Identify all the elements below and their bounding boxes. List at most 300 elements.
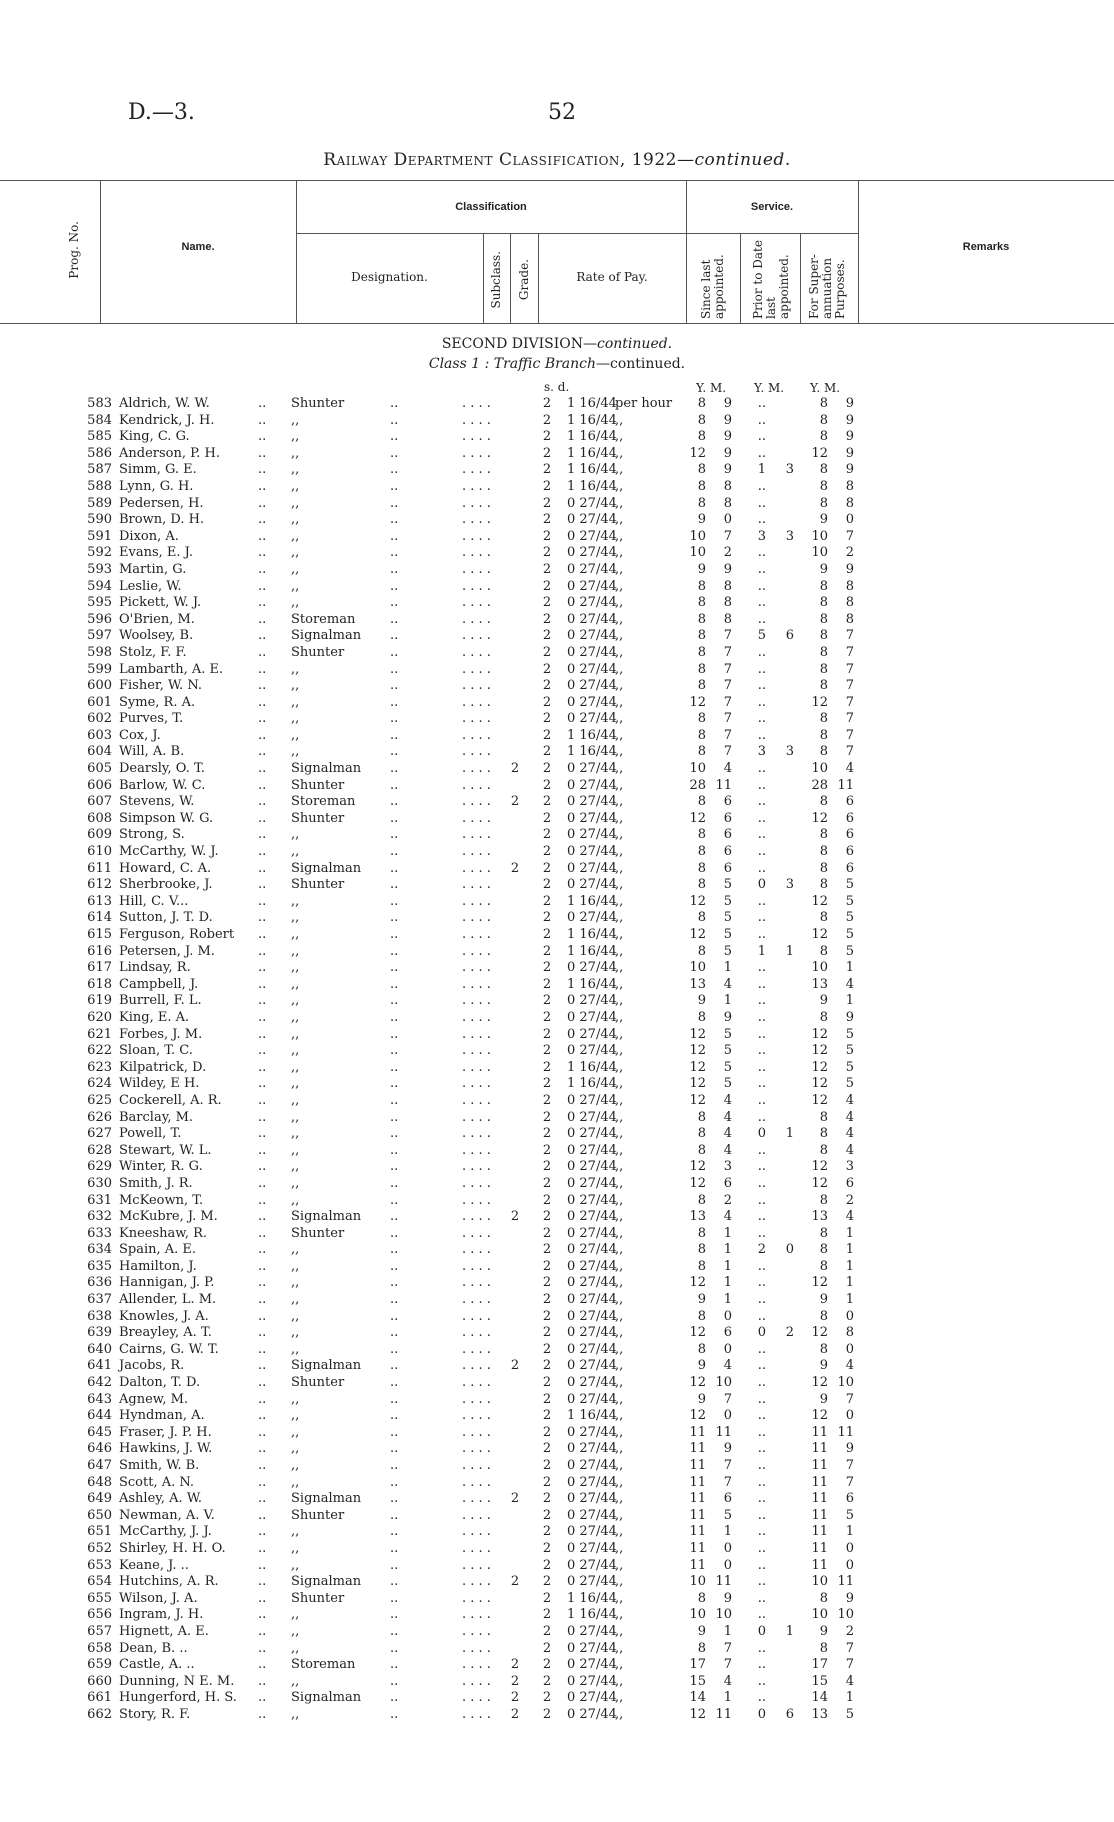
leader-dots: ..	[390, 661, 399, 677]
rate-of-pay: 0 27/44	[567, 1706, 617, 1722]
rate-period: ,,	[615, 1026, 624, 1042]
rate-of-pay: 0 27/44	[567, 1673, 617, 1689]
subclass: 2	[510, 1706, 520, 1722]
rate-of-pay: 0 27/44	[567, 910, 617, 926]
since-months: 5	[723, 910, 732, 926]
leader-dots: ..	[258, 810, 267, 826]
leader-dots: ..	[258, 893, 267, 909]
since-years: 12	[689, 1026, 706, 1042]
designation: ,,	[291, 1524, 300, 1540]
prog-no: 622	[87, 1043, 112, 1059]
since-years: 12	[689, 1043, 706, 1059]
leader-dots: ..	[390, 960, 399, 976]
employee-name: Barlow, W. C.	[119, 777, 206, 793]
since-months: 4	[723, 1142, 732, 1158]
super-months: 4	[845, 1358, 854, 1374]
leader-dots: ..	[390, 528, 399, 544]
leader-dots: ..	[258, 1524, 267, 1540]
subclass: 2	[510, 1690, 520, 1706]
prog-no: 605	[87, 761, 112, 777]
leader-dots: ..	[390, 1491, 399, 1507]
leader-dots: ..	[258, 1507, 267, 1523]
super-years: 9	[819, 1292, 828, 1308]
super-years: 12	[811, 1092, 828, 1108]
since-years: 12	[689, 1325, 706, 1341]
since-years: 11	[689, 1474, 706, 1490]
leader-dots: . . . .	[462, 1375, 491, 1391]
designation: ,,	[291, 1540, 300, 1556]
super-months: 1	[845, 1242, 854, 1258]
super-years: 8	[819, 644, 828, 660]
classification-table-body	[0, 396, 1114, 1724]
rate-of-pay: 0 27/44	[567, 644, 617, 660]
table-row	[0, 1325, 1114, 1342]
leader-dots: ..	[390, 1159, 399, 1175]
super-years: 8	[819, 1126, 828, 1142]
grade: 2	[542, 744, 552, 760]
prog-no: 602	[87, 711, 112, 727]
prior-header: Prior to Date last appointed.	[751, 240, 791, 319]
super-years: 11	[811, 1557, 828, 1573]
leader-dots: . . . .	[462, 1076, 491, 1092]
prior-years: 0	[757, 1706, 766, 1722]
rate-of-pay: 0 27/44	[567, 1540, 617, 1556]
super-years: 8	[819, 1341, 828, 1357]
rate-period: ,,	[615, 512, 624, 528]
rate-of-pay: 0 27/44	[567, 495, 617, 511]
leader-dots: ..	[258, 429, 267, 445]
super-months: 7	[845, 1391, 854, 1407]
since-months: 1	[723, 1275, 732, 1291]
rate-of-pay: 0 27/44	[567, 1225, 617, 1241]
leader-dots: ..	[390, 1540, 399, 1556]
designation: ,,	[291, 661, 300, 677]
super-years: 8	[819, 943, 828, 959]
grade: 2	[542, 1126, 552, 1142]
designation: Shunter	[291, 1375, 345, 1391]
prior-years: ..	[757, 777, 766, 793]
super-months: 7	[845, 678, 854, 694]
leader-dots: . . . .	[462, 1623, 491, 1639]
super-months: 0	[845, 1341, 854, 1357]
since-months: 6	[723, 1491, 732, 1507]
prior-years: ..	[757, 644, 766, 660]
prior-years: 3	[757, 528, 766, 544]
table-row	[0, 1425, 1114, 1442]
table-row	[0, 728, 1114, 745]
designation: ,,	[291, 1706, 300, 1722]
rate-period: ,,	[615, 744, 624, 760]
since-years: 8	[697, 429, 706, 445]
prior-years: ..	[757, 1375, 766, 1391]
grade: 2	[542, 694, 552, 710]
leader-dots: . . . .	[462, 1292, 491, 1308]
prior-years: ..	[757, 1175, 766, 1191]
super-months: 7	[845, 661, 854, 677]
employee-name: Hignett, A. E.	[119, 1623, 209, 1639]
super-years: 12	[811, 1175, 828, 1191]
super-months: 5	[845, 1059, 854, 1075]
super-years: 12	[811, 1375, 828, 1391]
super-months: 6	[845, 810, 854, 826]
table-row	[0, 1491, 1114, 1508]
since-months: 5	[723, 877, 732, 893]
grade: 2	[542, 1209, 552, 1225]
since-months: 5	[723, 943, 732, 959]
leader-dots: ..	[258, 396, 267, 411]
since-years: 8	[697, 412, 706, 428]
rate-of-pay: 1 16/44	[567, 727, 617, 743]
division-cont: continued.	[597, 336, 673, 352]
rate-period: ,,	[615, 578, 624, 594]
prog-no: 662	[87, 1706, 112, 1722]
super-years: 8	[819, 578, 828, 594]
rate-of-pay: 0 27/44	[567, 1375, 617, 1391]
since-years: 12	[689, 1092, 706, 1108]
designation: ,,	[291, 993, 300, 1009]
since-years: 9	[697, 1358, 706, 1374]
leader-dots: ..	[258, 1159, 267, 1175]
leader-dots: ..	[258, 628, 267, 644]
designation: ,,	[291, 412, 300, 428]
since-months: 0	[723, 1408, 732, 1424]
rate-of-pay: 0 27/44	[567, 1391, 617, 1407]
leader-dots: . . . .	[462, 1192, 491, 1208]
leader-dots: ..	[258, 694, 267, 710]
prog-no: 644	[87, 1408, 112, 1424]
designation: ,,	[291, 1640, 300, 1656]
designation: Shunter	[291, 810, 345, 826]
leader-dots: ..	[258, 661, 267, 677]
prior-years: ..	[757, 860, 766, 876]
prior-years: 0	[757, 877, 766, 893]
leader-dots: ..	[390, 993, 399, 1009]
leader-dots: ..	[258, 1242, 267, 1258]
since-months: 4	[723, 1092, 732, 1108]
table-row	[0, 1093, 1114, 1110]
leader-dots: ..	[390, 1574, 399, 1590]
leader-dots: . . . .	[462, 1657, 491, 1673]
leader-dots: ..	[390, 1209, 399, 1225]
rate-period: ,,	[615, 1242, 624, 1258]
branch-cont: —continued.	[596, 356, 686, 372]
super-years: 12	[811, 1159, 828, 1175]
prior-months: 3	[785, 877, 794, 893]
prior-years: ..	[757, 1391, 766, 1407]
designation: ,,	[291, 960, 300, 976]
grade: 2	[542, 1673, 552, 1689]
since-months: 6	[723, 827, 732, 843]
designation: ,,	[291, 827, 300, 843]
since-years: 12	[689, 1059, 706, 1075]
prior-years: ..	[757, 810, 766, 826]
prog-no: 618	[87, 976, 112, 992]
rate-of-pay: 0 27/44	[567, 1574, 617, 1590]
since-years: 8	[697, 744, 706, 760]
rate-period: ,,	[615, 1557, 624, 1573]
prior-years: ..	[757, 396, 766, 411]
rate-of-pay: 0 27/44	[567, 844, 617, 860]
employee-name: Agnew, M.	[119, 1391, 189, 1407]
designation: ,,	[291, 429, 300, 445]
employee-name: Lynn, G. H.	[119, 478, 194, 494]
prog-no: 635	[87, 1258, 112, 1274]
super-years: 12	[811, 810, 828, 826]
leader-dots: ..	[258, 644, 267, 660]
rate-period: ,,	[615, 694, 624, 710]
prog-no: 609	[87, 827, 112, 843]
employee-name: Burrell, F. L.	[119, 993, 202, 1009]
prog-no: 623	[87, 1059, 112, 1075]
designation: ,,	[291, 943, 300, 959]
designation-header: Designation.	[351, 270, 428, 284]
since-years: 10	[689, 545, 706, 561]
since-years: 12	[689, 810, 706, 826]
leader-dots: ..	[258, 927, 267, 942]
leader-dots: ..	[390, 1474, 399, 1490]
division-label: SECOND DIVISION—	[441, 336, 598, 352]
prog-no: 649	[87, 1491, 112, 1507]
grade: 2	[542, 1292, 552, 1308]
leader-dots: . . . .	[462, 1706, 491, 1722]
table-row	[0, 1126, 1114, 1143]
since-years: 11	[689, 1424, 706, 1440]
leader-dots: ..	[390, 578, 399, 594]
remarks-header: Remarks	[962, 241, 1010, 253]
super-years: 9	[819, 561, 828, 577]
leader-dots: ..	[390, 561, 399, 577]
super-months: 7	[845, 1657, 854, 1673]
super-months: 10	[837, 1607, 854, 1623]
leader-dots: ..	[390, 1673, 399, 1689]
leader-dots: ..	[390, 1358, 399, 1374]
table-row	[0, 993, 1114, 1010]
leader-dots: ..	[390, 1076, 399, 1092]
since-months: 5	[723, 927, 732, 942]
super-years: 8	[819, 1225, 828, 1241]
table-row	[0, 1226, 1114, 1243]
leader-dots: . . . .	[462, 1358, 491, 1374]
table-row	[0, 1408, 1114, 1425]
since-years: 10	[689, 960, 706, 976]
prog-no: 624	[87, 1076, 112, 1092]
grade: 2	[542, 1159, 552, 1175]
rate-period: ,,	[615, 1043, 624, 1059]
super-months: 11	[837, 1574, 854, 1590]
leader-dots: ..	[258, 1474, 267, 1490]
table-row	[0, 1475, 1114, 1492]
leader-dots: ..	[258, 877, 267, 893]
designation: ,,	[291, 727, 300, 743]
leader-dots: ..	[390, 844, 399, 860]
grade: 2	[542, 478, 552, 494]
prior-years: 2	[757, 1242, 766, 1258]
prog-no: 606	[87, 777, 112, 793]
rate-of-pay: 1 16/44	[567, 744, 617, 760]
designation: Storeman	[291, 611, 356, 627]
grade: 2	[542, 1590, 552, 1606]
rate-of-pay: 0 27/44	[567, 628, 617, 644]
employee-name: Purves, T.	[119, 711, 184, 727]
rate-period: ,,	[615, 1408, 624, 1424]
prior-years: ..	[757, 827, 766, 843]
rate-of-pay: 1 16/44	[567, 943, 617, 959]
prog-no: 598	[87, 644, 112, 660]
rate-of-pay: 0 27/44	[567, 1009, 617, 1025]
since-years: 8	[697, 595, 706, 611]
rate-period: ,,	[615, 1209, 624, 1225]
rate-period: ,,	[615, 1673, 624, 1689]
leader-dots: . . . .	[462, 1109, 491, 1125]
grade: 2	[542, 595, 552, 611]
prog-no: 657	[87, 1623, 112, 1639]
since-months: 4	[723, 976, 732, 992]
since-months: 0	[723, 1341, 732, 1357]
super-years: 12	[811, 1325, 828, 1341]
table-row	[0, 612, 1114, 629]
rate-of-pay: 0 27/44	[567, 877, 617, 893]
since-years: 11	[689, 1507, 706, 1523]
designation: Shunter	[291, 1590, 345, 1606]
table-row	[0, 1143, 1114, 1160]
leader-dots: . . . .	[462, 1391, 491, 1407]
since-months: 6	[723, 810, 732, 826]
table-row	[0, 1259, 1114, 1276]
rate-of-pay: 0 27/44	[567, 1043, 617, 1059]
leader-dots: . . . .	[462, 1059, 491, 1075]
since-months: 4	[723, 1109, 732, 1125]
since-months: 10	[715, 1607, 732, 1623]
super-months: 0	[845, 1557, 854, 1573]
super-years: 10	[811, 545, 828, 561]
rate-of-pay: 0 27/44	[567, 1292, 617, 1308]
grade: 2	[542, 860, 552, 876]
rate-period: ,,	[615, 1126, 624, 1142]
rate-of-pay: 0 27/44	[567, 595, 617, 611]
table-row	[0, 1441, 1114, 1458]
table-row	[0, 462, 1114, 479]
leader-dots: . . . .	[462, 1458, 491, 1473]
employee-name: McKubre, J. M.	[119, 1209, 218, 1225]
rate-period: ,,	[615, 1590, 624, 1606]
grade: 2	[542, 644, 552, 660]
prog-no: 599	[87, 661, 112, 677]
leader-dots: . . . .	[462, 960, 491, 976]
leader-dots: . . . .	[462, 744, 491, 760]
since-months: 4	[723, 761, 732, 777]
rate-period: ,,	[615, 844, 624, 860]
super-years: 8	[819, 727, 828, 743]
since-months: 1	[723, 993, 732, 1009]
prog-no: 643	[87, 1391, 112, 1407]
employee-name: Hawkins, J. W.	[119, 1441, 213, 1457]
employee-name: Hill, C. V...	[119, 893, 189, 909]
leader-dots: ..	[258, 1009, 267, 1025]
table-row	[0, 1657, 1114, 1674]
table-row	[0, 479, 1114, 496]
since-years: 12	[689, 445, 706, 461]
super-years: 8	[819, 1640, 828, 1656]
leader-dots: ..	[390, 1308, 399, 1324]
rate-period: ,,	[615, 1706, 624, 1722]
table-row	[0, 1043, 1114, 1060]
leader-dots: . . . .	[462, 1159, 491, 1175]
table-row	[0, 827, 1114, 844]
employee-name: Breayley, A. T.	[119, 1325, 212, 1341]
since-months: 9	[723, 561, 732, 577]
leader-dots: ..	[390, 1706, 399, 1722]
leader-dots: . . . .	[462, 628, 491, 644]
employee-name: Fraser, J. P. H.	[119, 1424, 212, 1440]
designation: Storeman	[291, 794, 356, 810]
since-months: 1	[723, 1623, 732, 1639]
grade: 2	[542, 1524, 552, 1540]
since-years: 8	[697, 1192, 706, 1208]
leader-dots: ..	[258, 1375, 267, 1391]
grade: 2	[542, 844, 552, 860]
rate-of-pay: 0 27/44	[567, 1209, 617, 1225]
grade: 2	[542, 528, 552, 544]
since-years: 8	[697, 644, 706, 660]
leader-dots: . . . .	[462, 943, 491, 959]
grade: 2	[542, 1540, 552, 1556]
designation: ,,	[291, 744, 300, 760]
super-years: 8	[819, 661, 828, 677]
employee-name: Anderson, P. H.	[119, 445, 220, 461]
classification-header: Classification	[455, 201, 527, 213]
designation: ,,	[291, 1142, 300, 1158]
rate-period: ,,	[615, 1292, 624, 1308]
leader-dots: . . . .	[462, 1590, 491, 1606]
prior-years: ..	[757, 976, 766, 992]
rate-period: ,,	[615, 1059, 624, 1075]
leader-dots: . . . .	[462, 877, 491, 893]
super-years: 17	[811, 1657, 828, 1673]
branch-label: Traffic Branch	[493, 356, 597, 372]
leader-dots: ..	[258, 744, 267, 760]
super-years: 8	[819, 1109, 828, 1125]
super-years: 8	[819, 595, 828, 611]
since-months: 9	[723, 1441, 732, 1457]
subclass-header: Subclass.	[489, 251, 503, 309]
since-years: 13	[689, 976, 706, 992]
super-months: 7	[845, 1458, 854, 1473]
leader-dots: . . . .	[462, 478, 491, 494]
super-months: 9	[845, 1441, 854, 1457]
prior-years: ..	[757, 1557, 766, 1573]
employee-name: Sloan, T. C.	[119, 1043, 193, 1059]
prog-no: 591	[87, 528, 112, 544]
rate-of-pay: 1 16/44	[567, 976, 617, 992]
rate-period: ,,	[615, 927, 624, 942]
rate-period: ,,	[615, 1574, 624, 1590]
prog-no: 653	[87, 1557, 112, 1573]
since-years: 8	[697, 1242, 706, 1258]
grade: 2	[542, 611, 552, 627]
designation: ,,	[291, 1474, 300, 1490]
super-header: For Super- annuation Purposes.	[807, 254, 847, 319]
prior-years: ..	[757, 1474, 766, 1490]
grade: 2	[542, 1192, 552, 1208]
since-months: 9	[723, 412, 732, 428]
designation: ,,	[291, 1308, 300, 1324]
prog-no: 610	[87, 844, 112, 860]
leader-dots: ..	[258, 1142, 267, 1158]
leader-dots: . . . .	[462, 1142, 491, 1158]
leader-dots: ..	[390, 1408, 399, 1424]
leader-dots: ..	[390, 1258, 399, 1274]
prior-years: ..	[757, 993, 766, 1009]
